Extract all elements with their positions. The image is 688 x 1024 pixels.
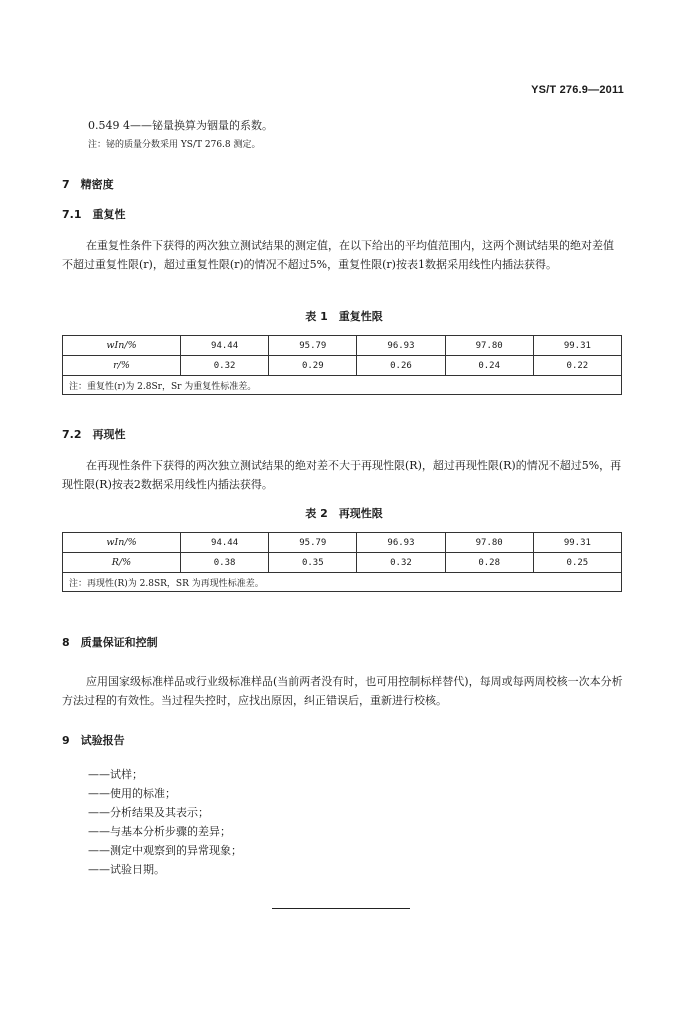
table-cell: 0.32: [357, 553, 445, 573]
section-7-2-title: 7.2 再现性: [62, 428, 126, 441]
table-cell: 94.44: [181, 336, 269, 356]
report-items-list: [88, 765, 242, 879]
table-cell: 0.38: [181, 553, 269, 573]
table-cell: 95.79: [269, 336, 357, 356]
table-cell-label: wIn/%: [63, 533, 181, 553]
table-row: [63, 336, 622, 356]
table-1-note: 注：重复性(r)为 2.8Sr，Sr 为重复性标准差。: [63, 376, 622, 395]
coefficient-definition: 0.549 4——铋量换算为铟量的系数。: [88, 119, 273, 132]
list-item: ——分析结果及其表示；: [88, 806, 209, 819]
table-row: [63, 573, 622, 592]
table-cell: 0.35: [269, 553, 357, 573]
table-cell: 0.32: [181, 356, 269, 376]
table-cell-label: r/%: [63, 356, 181, 376]
list-item: ——试验日期。: [88, 863, 165, 876]
bismuth-note: 注：铋的质量分数采用 YS/T 276.8 测定。: [88, 140, 261, 150]
table-cell: 96.93: [357, 336, 445, 356]
repeatability-paragraph: 在重复性条件下获得的两次独立测试结果的测定值，在以下给出的平均值范围内，这两个测试结果的绝对差值不超过重复性限(r)，超过重复性限(r)的情况不超过5%，重复性限(r)按表1数据采用线性内插法获得。: [62, 239, 614, 271]
table-cell: 0.25: [533, 553, 621, 573]
end-rule: [272, 908, 410, 909]
table-cell: 0.29: [269, 356, 357, 376]
table-1-caption: 表 1 重复性限: [305, 310, 383, 323]
table-cell: 96.93: [357, 533, 445, 553]
list-item: ——与基本分析步骤的差异；: [88, 825, 231, 838]
table-row: [63, 553, 622, 573]
table-2-reproducibility: [62, 532, 622, 592]
table-row: [63, 376, 622, 395]
table-cell: 99.31: [533, 533, 621, 553]
quality-paragraph: 应用国家级标准样品或行业级标准样品(当前两者没有时，也可用控制标样替代)，每周或每两周校核一次本分析方法过程的有效性。当过程失控时，应找出原因，纠正错误后，重新进行校核。: [62, 675, 623, 707]
table-cell-label: wIn/%: [63, 336, 181, 356]
table-1-repeatability: [62, 335, 622, 395]
table-row: [63, 356, 622, 376]
list-item: ——使用的标准；: [88, 787, 176, 800]
table-cell: 95.79: [269, 533, 357, 553]
reproducibility-paragraph: 在再现性条件下获得的两次独立测试结果的绝对差不大于再现性限(R)，超过再现性限(R)的情况不超过5%，再现性限(R)按表2数据采用线性内插法获得。: [62, 459, 622, 491]
section-7-title: 7 精密度: [62, 178, 114, 191]
table-row: [63, 533, 622, 553]
section-9-title: 9 试验报告: [62, 734, 125, 747]
section-8-title: 8 质量保证和控制: [62, 636, 158, 649]
standard-code: YS/T 276.9—2011: [531, 84, 624, 96]
table-cell-label: R/%: [63, 553, 181, 573]
section-7-1-title: 7.1 重复性: [62, 208, 126, 221]
table-2-note: 注：再现性(R)为 2.8SR，SR 为再现性标准差。: [63, 573, 622, 592]
table-cell: 97.80: [445, 533, 533, 553]
table-cell: 0.28: [445, 553, 533, 573]
table-cell: 0.26: [357, 356, 445, 376]
list-item: ——试样；: [88, 768, 143, 781]
table-cell: 0.24: [445, 356, 533, 376]
table-cell: 94.44: [181, 533, 269, 553]
list-item: ——测定中观察到的异常现象；: [88, 844, 242, 857]
table-cell: 97.80: [445, 336, 533, 356]
table-cell: 99.31: [533, 336, 621, 356]
table-2-caption: 表 2 再现性限: [305, 507, 383, 520]
table-cell: 0.22: [533, 356, 621, 376]
